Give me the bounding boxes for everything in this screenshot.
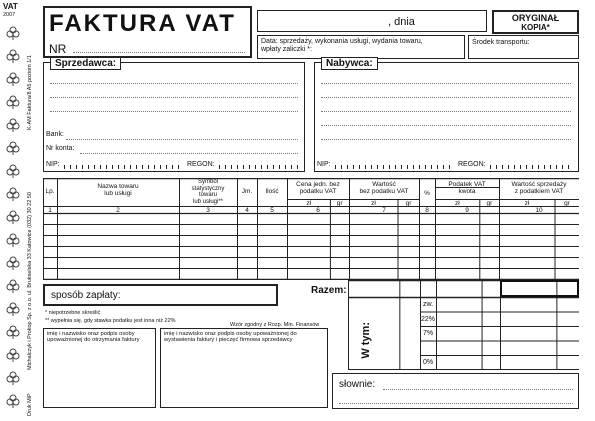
binding-ring-icon xyxy=(6,210,20,224)
original-copy-box xyxy=(492,10,579,34)
buyer-line-5[interactable] xyxy=(321,139,571,140)
gr-subheader: gr xyxy=(564,200,570,207)
side-vertical-text-1: K-AM Faktura/8 A5 poziom 1/1 xyxy=(27,55,33,130)
side-vertical-text-3: Druk MiP xyxy=(27,393,33,416)
issuer-signature-box[interactable] xyxy=(160,328,328,408)
header-gross: Wartość sprzedaży z podatkiem VAT xyxy=(511,181,567,195)
buyer-regon-field[interactable] xyxy=(490,165,570,169)
binding-ring-icon xyxy=(6,279,20,293)
header-qty: Ilość xyxy=(265,188,279,195)
footnote-2: ** wypełnia się, gdy stawka podatku jest inna niż 22% xyxy=(45,318,176,324)
header-lp: Lp. xyxy=(45,188,55,195)
bank-field[interactable] xyxy=(66,139,298,140)
bank-label: Bank: xyxy=(46,131,64,138)
binding-rings xyxy=(6,26,22,416)
binding-ring-icon xyxy=(6,164,20,178)
items-table xyxy=(43,178,579,280)
header-symbol: Symbol statystyczny towaru lub usługi** xyxy=(191,179,225,205)
binding-ring-icon xyxy=(6,72,20,86)
payment-box[interactable] xyxy=(43,284,278,306)
footnote-1: * niepotrzebne skreślić xyxy=(45,310,101,316)
sale-date-label: Data: sprzedaży, wykonania usługi, wydania towaru, wpłaty zaliczki *: xyxy=(261,38,423,53)
buyer-box xyxy=(314,58,579,172)
column-number: 2 xyxy=(116,207,120,214)
seller-nip-field[interactable] xyxy=(64,165,184,169)
binding-ring-icon xyxy=(6,26,20,40)
column-number: 9 xyxy=(465,207,469,214)
amount-in-words-line-1[interactable] xyxy=(383,389,573,390)
vat-rate-label: 0% xyxy=(422,359,434,366)
seller-title: Sprzedawca: xyxy=(50,57,121,70)
zl-subheader: zł xyxy=(306,200,312,207)
amount-in-words-label: słownie: xyxy=(339,379,376,390)
razem-gross-cell[interactable] xyxy=(500,280,579,297)
seller-nip-label: NIP: xyxy=(46,161,60,168)
transport-box[interactable] xyxy=(468,35,579,59)
gr-subheader: gr xyxy=(336,200,343,207)
account-field[interactable] xyxy=(80,153,298,154)
copy-label: KOPIA* xyxy=(521,23,550,32)
seller-line-1[interactable] xyxy=(50,83,298,84)
column-number: 10 xyxy=(535,207,543,214)
buyer-line-3[interactable] xyxy=(321,111,571,112)
invoice-title: FAKTURA VAT xyxy=(49,10,236,37)
amount-in-words-box[interactable] xyxy=(332,373,579,409)
invoice-number-label: NR xyxy=(49,42,67,56)
column-number: 4 xyxy=(245,207,249,214)
header-jm: Jm. xyxy=(241,188,253,195)
vat-rate-label: 22% xyxy=(420,315,435,323)
place-date-box[interactable] xyxy=(257,10,487,32)
side-vertical-text-2: Michalczyk i Prokop Sp. z o.o. ul. Brukselska 33 Katowice (032) 30 22 50 xyxy=(27,192,33,370)
seller-regon-label: REGON: xyxy=(187,161,215,168)
column-number: 6 xyxy=(316,207,320,214)
buyer-regon-label: REGON: xyxy=(458,161,486,168)
wtym-label: W tym: xyxy=(360,322,372,359)
binding-ring-icon xyxy=(6,95,20,109)
zl-subheader: zł xyxy=(524,200,530,207)
vat-rate-label: zw. xyxy=(422,301,434,308)
buyer-line-1[interactable] xyxy=(321,83,571,84)
header-pct: % xyxy=(424,190,430,197)
header-tax: Podatek VAT kwota xyxy=(448,181,486,195)
transport-label: Środek transportu: xyxy=(472,39,530,46)
account-label: Nr konta: xyxy=(46,145,75,152)
column-number: 5 xyxy=(270,207,274,214)
original-label: ORYGINAŁ xyxy=(511,13,560,23)
binding-ring-icon xyxy=(6,394,20,408)
amount-in-words-line-2[interactable] xyxy=(339,403,573,404)
zl-subheader: zł xyxy=(455,200,460,207)
binding-ring-icon xyxy=(6,49,20,63)
binding-ring-icon xyxy=(6,233,20,247)
recipient-signature-box[interactable] xyxy=(43,328,156,408)
binding-ring-icon xyxy=(6,302,20,316)
sale-date-box[interactable] xyxy=(257,35,465,59)
seller-regon-field[interactable] xyxy=(219,165,299,169)
binding-ring-icon xyxy=(6,187,20,201)
binding-ring-icon xyxy=(6,348,20,362)
header-name: Nazwa towaru lub usługi xyxy=(97,183,139,197)
header-price: Cena jedn. bez podatku VAT xyxy=(296,181,340,195)
date-label: , dnia xyxy=(388,16,415,28)
buyer-line-4[interactable] xyxy=(321,125,571,126)
legal-reference: Wzór zgodny z Rozp. Min. Finansów xyxy=(230,322,320,328)
razem-label: Razem: xyxy=(311,285,347,296)
gr-subheader: gr xyxy=(486,200,493,207)
binding-ring-icon xyxy=(6,118,20,132)
recipient-signature-label: imię i nazwisko oraz podpis osoby upoważnionej do otrzymania faktury xyxy=(47,331,140,343)
binding-ring-icon xyxy=(6,371,20,385)
header-net: Wartość bez podatku VAT xyxy=(359,181,409,195)
payment-label: sposób zapłaty: xyxy=(51,290,121,301)
column-number: 3 xyxy=(206,207,210,214)
column-number: 7 xyxy=(382,207,386,214)
issuer-signature-label: imię i nazwisko oraz podpis osoby upoważnionej do wystawienia faktury i pieczęć firmowa sprzedawcy xyxy=(164,331,297,343)
seller-box xyxy=(43,58,305,172)
buyer-line-2[interactable] xyxy=(321,97,571,98)
title-box xyxy=(43,6,252,58)
buyer-nip-field[interactable] xyxy=(335,165,455,169)
vat-rate-label: 7% xyxy=(422,330,434,337)
year-mark: 2007 xyxy=(3,12,16,18)
buyer-title: Nabywca: xyxy=(321,57,378,70)
binding-strip xyxy=(0,0,40,421)
totals-table xyxy=(348,280,579,370)
invoice-number-field[interactable] xyxy=(73,52,245,53)
binding-ring-icon xyxy=(6,256,20,270)
seller-line-2[interactable] xyxy=(50,97,298,98)
seller-line-3[interactable] xyxy=(50,111,298,112)
buyer-nip-label: NIP: xyxy=(317,161,331,168)
gr-subheader: gr xyxy=(405,200,412,207)
vat-mark: VAT xyxy=(3,2,18,11)
column-number: 8 xyxy=(425,207,429,214)
column-number: 1 xyxy=(48,207,52,214)
binding-ring-icon xyxy=(6,141,20,155)
zl-subheader: zł xyxy=(371,200,376,207)
binding-ring-icon xyxy=(6,325,20,339)
